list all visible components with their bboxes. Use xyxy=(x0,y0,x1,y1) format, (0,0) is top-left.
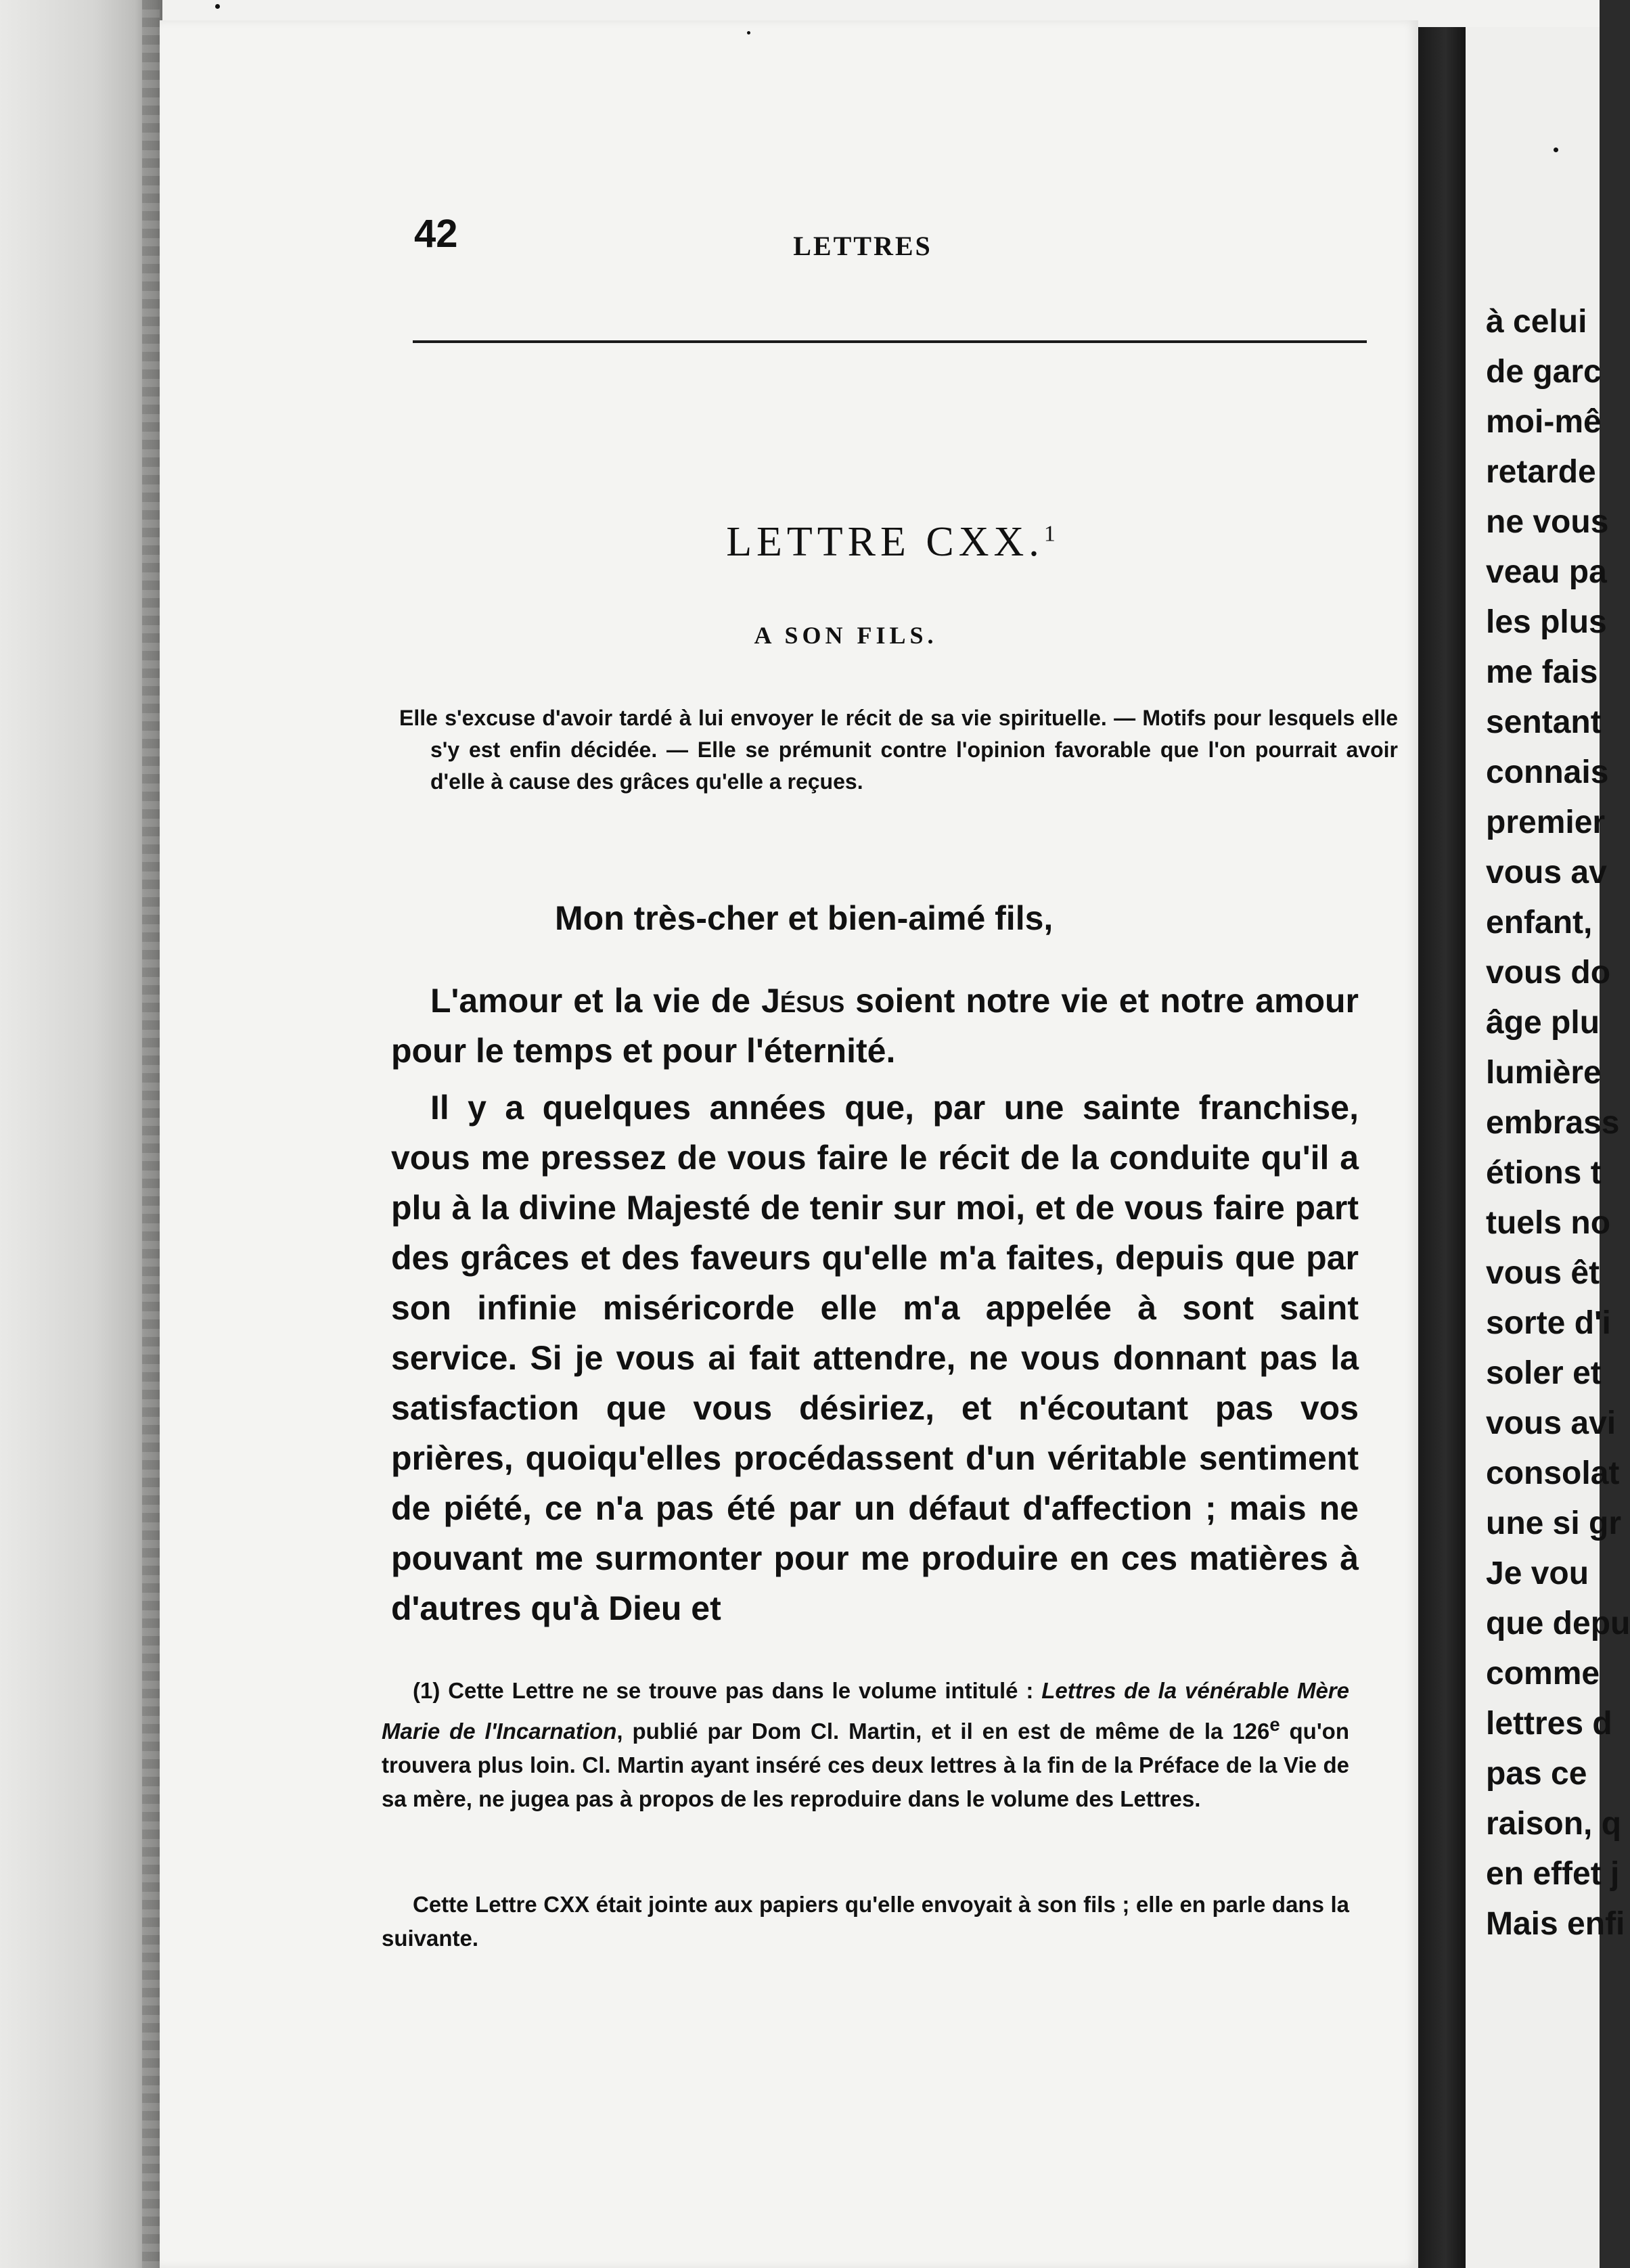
facing-page-line: embrass xyxy=(1486,1105,1620,1141)
facing-page-line: en effet j xyxy=(1486,1856,1620,1892)
footnote-1-part-b: , publié par Dom Cl. Martin, et il en est de même de la 126 xyxy=(616,1719,1270,1744)
facing-page-line: Je vou xyxy=(1486,1556,1589,1591)
paragraph-1-name: Jésus xyxy=(761,982,845,1020)
facing-page-line: veau pa xyxy=(1486,554,1607,590)
footnote-1-superscript: e xyxy=(1269,1714,1280,1735)
footnote-1 xyxy=(382,1674,1349,1816)
paragraph-2: Il y a quelques années que, par une sainte franchise, vous me pressez de vous faire le récit de la conduite qu'il a plu à la divine Majesté de tenir sur moi, et de vous faire part des grâces et des faveurs qu'elle m'a faites, depuis que par son infinie miséricorde elle m'a appelée à sont saint service. Si je vous ai fait attendre, ne vous donnant pas la satisfaction que vous désiriez, et n'écoutant pas vos prières, quoiqu'elles procédassent d'un véritable sentiment de piété, ce n'a pas été par un défaut d'affection ; mais ne pouvant me surmonter pour me produire en ces matières à d'autres qu'à Dieu et xyxy=(391,1089,1359,1627)
facing-page-line: vous av xyxy=(1486,855,1607,890)
facing-page-line: sorte d'i xyxy=(1486,1305,1611,1341)
facing-page-line: retarde xyxy=(1486,454,1596,490)
facing-page-line: lettres d xyxy=(1486,1706,1612,1742)
facing-page-line: moi-mê xyxy=(1486,404,1602,440)
facing-page-line: comme xyxy=(1486,1656,1600,1692)
facing-page-line: sentant xyxy=(1486,704,1602,740)
left-gutter xyxy=(0,0,162,2268)
facing-page-line: consolat xyxy=(1486,1455,1620,1491)
facing-page-line: raison, q xyxy=(1486,1806,1622,1842)
footnote-mark: 1 xyxy=(1043,521,1060,547)
facing-page-line: que depu xyxy=(1486,1606,1630,1641)
facing-page-line: connais xyxy=(1486,754,1609,790)
facing-page-line: tuels no xyxy=(1486,1205,1611,1241)
dust-speck xyxy=(215,4,220,9)
binding-edge xyxy=(142,0,160,2268)
dust-speck xyxy=(1554,148,1558,152)
salutation: Mon très-cher et bien-aimé fils, xyxy=(555,899,1054,937)
facing-page-line: âge plu xyxy=(1486,1005,1600,1041)
facing-page-line: premier xyxy=(1486,804,1606,840)
letter-recipient: A SON FILS. xyxy=(754,622,938,649)
facing-page-line: ne vous xyxy=(1486,504,1609,540)
facing-page-line: vous êt xyxy=(1486,1255,1600,1291)
paragraph-1-end: soient notre vie et notre amour pour le temps et pour l'éternité. xyxy=(391,982,1359,1070)
footnote-1-part-c: qu'on trouvera plus loin. Cl. Martin ayant inséré ces deux lettres à la fin de la Préface de la Vie de sa mère, ne jugea pas à propos de les reproduire dans le volume des Lettres. xyxy=(382,1719,1349,1811)
letter-heading-text: LETTRE CXX. xyxy=(726,519,1044,565)
facing-page-line: étions t xyxy=(1486,1155,1602,1191)
dust-speck xyxy=(747,31,750,35)
paragraph-1 xyxy=(391,976,1359,1076)
facing-page-line: de garc xyxy=(1486,354,1602,390)
footnote-1-title: Lettres de la vénérable Mère Marie de l'Incarnation xyxy=(382,1678,1349,1744)
footnote-2: Cette Lettre CXX était jointe aux papiers qu'elle envoyait à son fils ; elle en parle dans la suivante. xyxy=(382,1892,1349,1951)
facing-page-line: pas ce xyxy=(1486,1756,1587,1792)
page-number: 42 xyxy=(414,212,458,256)
facing-page-line: lumière xyxy=(1486,1055,1602,1091)
facing-page-line: vous avi xyxy=(1486,1405,1616,1441)
facing-page-line: enfant, xyxy=(1486,905,1593,940)
facing-page-line: à celui xyxy=(1486,304,1587,340)
letter-summary: Elle s'excuse d'avoir tardé à lui envoyer le récit de sa vie spirituelle. — Motifs pour lesquels elle s'y est enfin décidée. — Elle se prémunit contre l'opinion favorable que l'on pourrait avoir d'elle à cause des grâces qu'elle a reçues. xyxy=(399,706,1398,794)
running-title: LETTRES xyxy=(793,231,932,261)
page-fold-shadow xyxy=(1418,27,1466,2268)
facing-page-line: vous do xyxy=(1486,955,1611,991)
facing-page-line: me fais xyxy=(1486,654,1598,690)
header-rule xyxy=(413,340,1367,343)
facing-page-line: une si gr xyxy=(1486,1505,1622,1541)
facing-page-line: soler et xyxy=(1486,1355,1602,1391)
footnote-1-part-a: (1) Cette Lettre ne se trouve pas dans le volume intitulé : xyxy=(413,1678,1042,1703)
paragraph-1-start: L'amour et la vie de xyxy=(430,982,762,1020)
facing-page-line: les plus xyxy=(1486,604,1607,640)
facing-page-line: Mais enfi xyxy=(1486,1906,1625,1942)
letter-heading xyxy=(622,518,1164,566)
